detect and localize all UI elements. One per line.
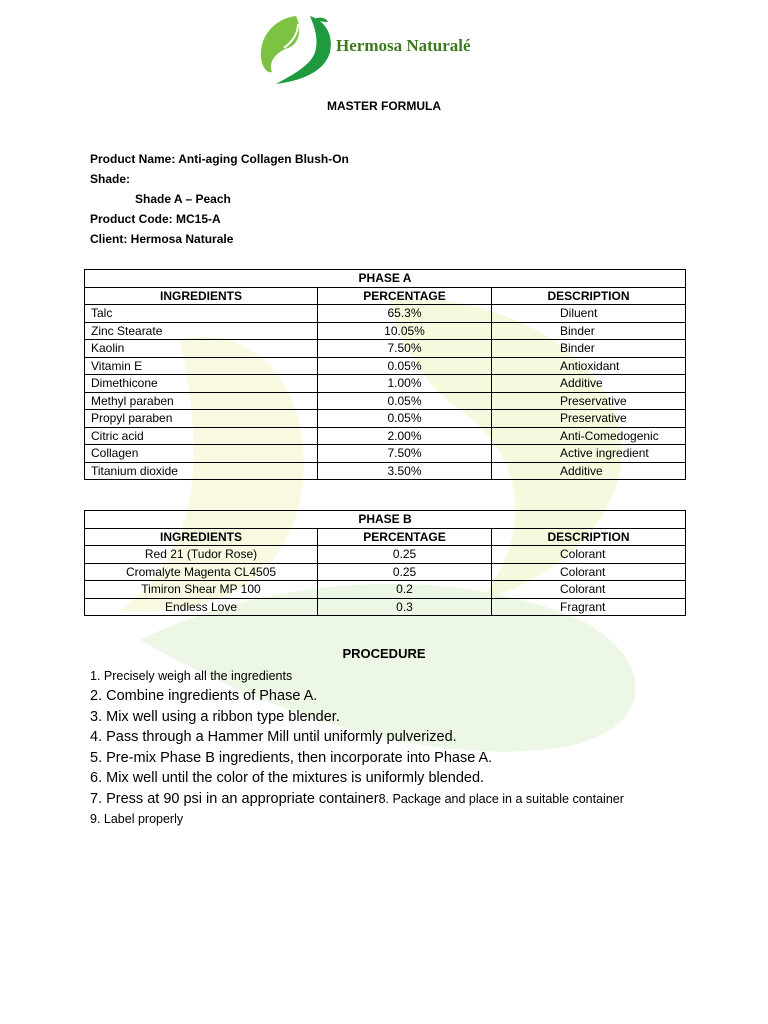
table-row: [85, 563, 686, 581]
percentage-cell: 10.05%: [318, 322, 492, 340]
procedure-steps: [90, 666, 624, 829]
shade-value: Shade A – Peach: [135, 192, 231, 206]
percentage-cell: 1.00%: [318, 375, 492, 393]
procedure-title: PROCEDURE: [342, 646, 426, 661]
table-row: [85, 375, 686, 393]
procedure-step: 4. Pass through a Hammer Mill until uniformly pulverized.: [90, 729, 457, 745]
table-row: [85, 305, 686, 323]
column-header-ingredients: INGREDIENTS: [85, 528, 318, 546]
percentage-cell: 0.05%: [318, 392, 492, 410]
description-cell: Antioxidant: [492, 357, 686, 375]
description-cell: Diluent: [492, 305, 686, 323]
table-row: [85, 410, 686, 428]
procedure-step: 7. Press at 90 psi in an appropriate container: [90, 790, 379, 807]
percentage-cell: 3.50%: [318, 462, 492, 480]
phase-b-title: PHASE B: [85, 511, 686, 529]
description-cell: Additive: [492, 462, 686, 480]
brand-logo: [258, 12, 518, 88]
table-row: [85, 357, 686, 375]
description-cell: Additive: [492, 375, 686, 393]
product-info: [90, 149, 349, 249]
ingredient-cell: Kaolin: [85, 340, 318, 358]
percentage-cell: 7.50%: [318, 340, 492, 358]
column-header-description: DESCRIPTION: [492, 287, 686, 305]
phase-a-table: [84, 269, 686, 480]
percentage-cell: 0.3: [318, 598, 492, 616]
percentage-cell: 7.50%: [318, 445, 492, 463]
table-row: [85, 340, 686, 358]
ingredient-cell: Timiron Shear MP 100: [85, 581, 318, 599]
ingredient-cell: Red 21 (Tudor Rose): [85, 546, 318, 564]
percentage-cell: 0.05%: [318, 410, 492, 428]
ingredient-cell: Titanium dioxide: [85, 462, 318, 480]
table-row: [85, 322, 686, 340]
procedure-step: 3. Mix well using a ribbon type blender.: [90, 708, 340, 725]
description-cell: Preservative: [492, 392, 686, 410]
table-row: [85, 427, 686, 445]
percentage-cell: 0.2: [318, 581, 492, 599]
procedure-step: 9. Label properly: [90, 812, 184, 826]
ingredient-cell: Collagen: [85, 445, 318, 463]
table-row: [85, 392, 686, 410]
percentage-cell: 0.05%: [318, 357, 492, 375]
percentage-cell: 0.25: [318, 546, 492, 564]
description-cell: Colorant: [492, 581, 686, 599]
product-code: Product Code: MC15-A: [90, 212, 221, 226]
table-row: [85, 546, 686, 564]
product-name: Product Name: Anti-aging Collagen Blush-On: [90, 152, 349, 166]
ingredient-cell: Talc: [85, 305, 318, 323]
ingredient-cell: Zinc Stearate: [85, 322, 318, 340]
percentage-cell: 65.3%: [318, 305, 492, 323]
column-header-description: DESCRIPTION: [492, 528, 686, 546]
description-cell: Binder: [492, 340, 686, 358]
brand-name: Hermosa Naturalé: [336, 36, 471, 55]
description-cell: Binder: [492, 322, 686, 340]
description-cell: Colorant: [492, 563, 686, 581]
procedure-step: 1. Precisely weigh all the ingredients: [90, 669, 293, 683]
document-title: MASTER FORMULA: [327, 99, 441, 113]
description-cell: Fragrant: [492, 598, 686, 616]
column-header-percentage: PERCENTAGE: [318, 528, 492, 546]
phase-b-table: [84, 510, 686, 616]
shade-label: Shade:: [90, 172, 131, 186]
column-header-percentage: PERCENTAGE: [318, 287, 492, 305]
phase-a-title: PHASE A: [85, 270, 686, 288]
procedure-step: 6. Mix well until the color of the mixtures is uniformly blended.: [90, 770, 485, 786]
percentage-cell: 2.00%: [318, 427, 492, 445]
table-row: [85, 598, 686, 616]
ingredient-cell: Endless Love: [85, 598, 318, 616]
description-cell: Anti-Comedogenic: [492, 427, 686, 445]
table-row: [85, 581, 686, 599]
column-header-ingredients: INGREDIENTS: [85, 287, 318, 305]
client-name: Client: Hermosa Naturale: [90, 232, 234, 246]
procedure-step: 5. Pre-mix Phase B ingredients, then incorporate into Phase A.: [90, 749, 493, 766]
percentage-cell: 0.25: [318, 563, 492, 581]
ingredient-cell: Cromalyte Magenta CL4505: [85, 563, 318, 581]
procedure-step: 8. Package and place in a suitable container: [378, 791, 624, 806]
table-row: [85, 462, 686, 480]
table-row: [85, 445, 686, 463]
ingredient-cell: Citric acid: [85, 427, 318, 445]
description-cell: Preservative: [492, 410, 686, 428]
description-cell: Colorant: [492, 546, 686, 564]
leaf-icon: [258, 12, 338, 88]
ingredient-cell: Dimethicone: [85, 375, 318, 393]
ingredient-cell: Methyl paraben: [85, 392, 318, 410]
description-cell: Active ingredient: [492, 445, 686, 463]
procedure-step-7: [90, 789, 624, 810]
ingredient-cell: Propyl paraben: [85, 410, 318, 428]
procedure-step: 2. Combine ingredients of Phase A.: [90, 688, 318, 704]
ingredient-cell: Vitamin E: [85, 357, 318, 375]
